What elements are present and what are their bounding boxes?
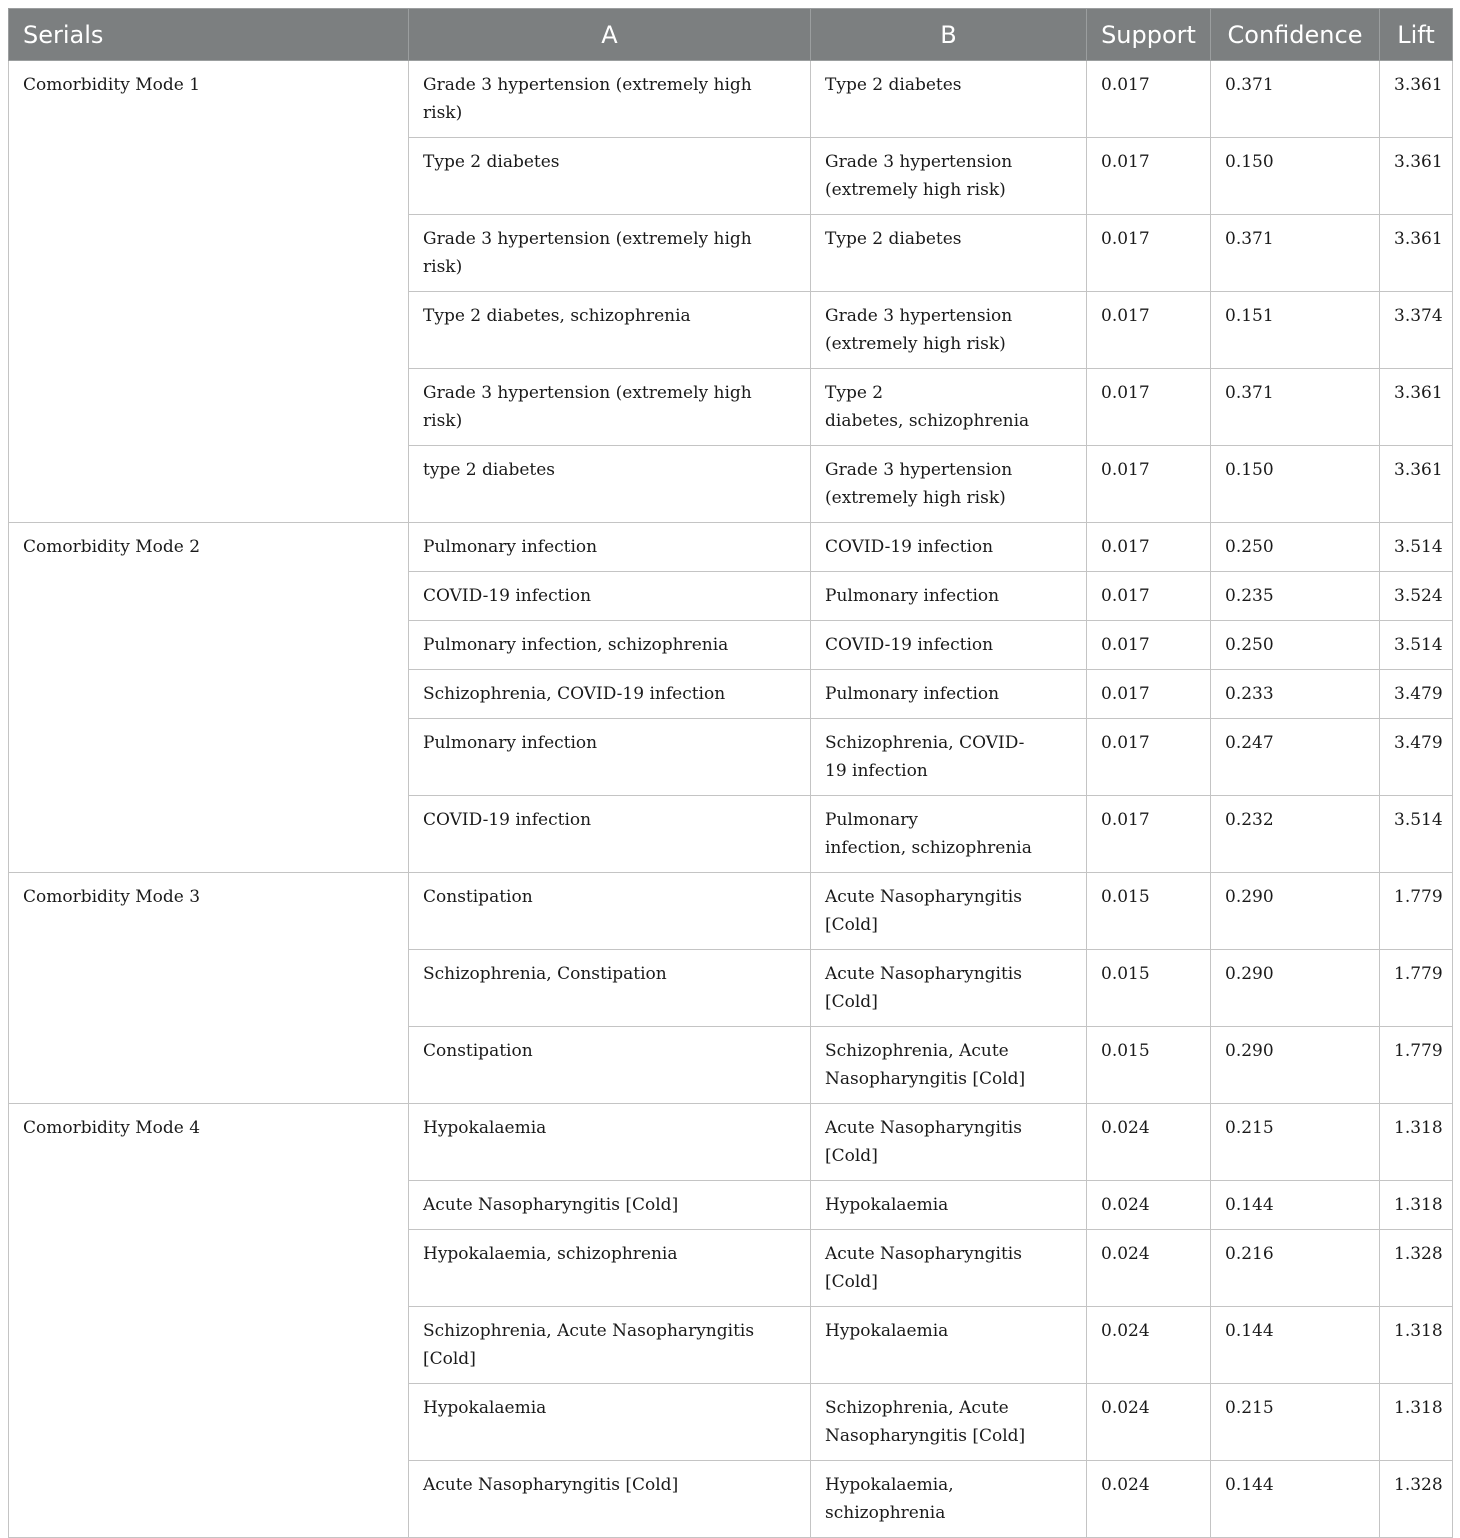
confidence-cell: 0.150 <box>1211 138 1380 215</box>
support-cell: 0.024 <box>1087 1104 1211 1181</box>
lift-cell: 3.514 <box>1380 523 1453 572</box>
lift-cell: 1.779 <box>1380 1027 1453 1104</box>
lift-cell: 3.514 <box>1380 621 1453 670</box>
support-cell: 0.024 <box>1087 1181 1211 1230</box>
lift-cell: 3.361 <box>1380 215 1453 292</box>
consequent-line-2: (extremely high risk) <box>825 334 1006 354</box>
confidence-cell: 0.232 <box>1211 796 1380 873</box>
confidence-cell: 0.235 <box>1211 572 1380 621</box>
confidence-cell: 0.144 <box>1211 1181 1380 1230</box>
consequent-line-1: Schizophrenia, Acute <box>825 1041 1009 1061</box>
lift-cell: 3.361 <box>1380 369 1453 446</box>
header-row <box>9 9 1453 61</box>
confidence-cell: 0.150 <box>1211 446 1380 523</box>
consequent-cell <box>811 1461 1087 1538</box>
lift-cell: 3.479 <box>1380 719 1453 796</box>
consequent-cell <box>811 1181 1087 1230</box>
serial-cell: Comorbidity Mode 2 <box>9 523 409 873</box>
antecedent-cell: Schizophrenia, Acute Nasopharyngitis [Cold] <box>409 1307 811 1384</box>
header-serials: Serials <box>9 9 409 61</box>
consequent-cell <box>811 1230 1087 1307</box>
antecedent-cell: Hypokalaemia, schizophrenia <box>409 1230 811 1307</box>
consequent-cell <box>811 215 1087 292</box>
consequent-line-1: Schizophrenia, Acute <box>825 1398 1009 1418</box>
antecedent-cell: Grade 3 hypertension (extremely high risk) <box>409 215 811 292</box>
serial-cell: Comorbidity Mode 4 <box>9 1104 409 1538</box>
support-cell: 0.017 <box>1087 670 1211 719</box>
consequent-cell <box>811 719 1087 796</box>
consequent-line-1: Type 2 <box>825 383 884 403</box>
confidence-cell: 0.250 <box>1211 621 1380 670</box>
antecedent-cell: Grade 3 hypertension (extremely high risk) <box>409 61 811 138</box>
consequent-cell <box>811 1027 1087 1104</box>
lift-cell: 1.318 <box>1380 1384 1453 1461</box>
support-cell: 0.017 <box>1087 61 1211 138</box>
consequent-cell <box>811 873 1087 950</box>
header-a: A <box>409 9 811 61</box>
support-cell: 0.017 <box>1087 446 1211 523</box>
consequent-line-2: 19 infection <box>825 761 928 781</box>
confidence-cell: 0.371 <box>1211 369 1380 446</box>
support-cell: 0.017 <box>1087 796 1211 873</box>
support-cell: 0.024 <box>1087 1307 1211 1384</box>
antecedent-cell: Schizophrenia, Constipation <box>409 950 811 1027</box>
antecedent-cell: Type 2 diabetes, schizophrenia <box>409 292 811 369</box>
lift-cell: 3.524 <box>1380 572 1453 621</box>
consequent-line-1: Grade 3 hypertension <box>825 460 1013 480</box>
confidence-cell: 0.247 <box>1211 719 1380 796</box>
serial-cell: Comorbidity Mode 3 <box>9 873 409 1104</box>
consequent-line-1: Type 2 diabetes <box>825 75 962 95</box>
consequent-cell <box>811 950 1087 1027</box>
consequent-line-1: Schizophrenia, COVID- <box>825 733 1025 753</box>
support-cell: 0.015 <box>1087 873 1211 950</box>
support-cell: 0.017 <box>1087 523 1211 572</box>
antecedent-cell: Acute Nasopharyngitis [Cold] <box>409 1181 811 1230</box>
header-b: B <box>811 9 1087 61</box>
antecedent-cell: Constipation <box>409 873 811 950</box>
antecedent-cell: Pulmonary infection <box>409 523 811 572</box>
header-lift: Lift <box>1380 9 1453 61</box>
lift-cell: 1.318 <box>1380 1307 1453 1384</box>
support-cell: 0.015 <box>1087 950 1211 1027</box>
table-header <box>9 9 1453 61</box>
table-row <box>9 61 1453 138</box>
antecedent-cell: COVID-19 infection <box>409 572 811 621</box>
confidence-cell: 0.151 <box>1211 292 1380 369</box>
table-row <box>9 523 1453 572</box>
consequent-line-1: COVID-19 infection <box>825 537 994 557</box>
antecedent-cell: Pulmonary infection <box>409 719 811 796</box>
lift-cell: 1.779 <box>1380 950 1453 1027</box>
consequent-line-2: Nasopharyngitis [Cold] <box>825 1069 1026 1089</box>
support-cell: 0.017 <box>1087 369 1211 446</box>
antecedent-cell: Hypokalaemia <box>409 1104 811 1181</box>
lift-cell: 3.361 <box>1380 138 1453 215</box>
consequent-line-1: Acute Nasopharyngitis [Cold] <box>825 964 1022 1012</box>
antecedent-cell: Constipation <box>409 1027 811 1104</box>
consequent-line-2: (extremely high risk) <box>825 488 1006 508</box>
consequent-cell <box>811 292 1087 369</box>
lift-cell: 1.779 <box>1380 873 1453 950</box>
confidence-cell: 0.290 <box>1211 873 1380 950</box>
consequent-line-1: Hypokalaemia, schizophrenia <box>825 1475 954 1523</box>
lift-cell: 1.328 <box>1380 1230 1453 1307</box>
consequent-cell <box>811 138 1087 215</box>
consequent-line-2: Nasopharyngitis [Cold] <box>825 1426 1026 1446</box>
support-cell: 0.017 <box>1087 138 1211 215</box>
lift-cell: 3.361 <box>1380 446 1453 523</box>
table-row <box>9 873 1453 950</box>
confidence-cell: 0.144 <box>1211 1307 1380 1384</box>
lift-cell: 1.318 <box>1380 1181 1453 1230</box>
consequent-cell <box>811 446 1087 523</box>
antecedent-cell: Acute Nasopharyngitis [Cold] <box>409 1461 811 1538</box>
consequent-cell <box>811 61 1087 138</box>
lift-cell: 3.361 <box>1380 61 1453 138</box>
confidence-cell: 0.233 <box>1211 670 1380 719</box>
confidence-cell: 0.250 <box>1211 523 1380 572</box>
consequent-cell <box>811 1307 1087 1384</box>
support-cell: 0.024 <box>1087 1230 1211 1307</box>
table-row <box>9 1104 1453 1181</box>
consequent-cell <box>811 369 1087 446</box>
lift-cell: 1.328 <box>1380 1461 1453 1538</box>
support-cell: 0.024 <box>1087 1461 1211 1538</box>
antecedent-cell: Grade 3 hypertension (extremely high risk) <box>409 369 811 446</box>
antecedent-cell: Hypokalaemia <box>409 1384 811 1461</box>
support-cell: 0.015 <box>1087 1027 1211 1104</box>
lift-cell: 3.374 <box>1380 292 1453 369</box>
lift-cell: 3.479 <box>1380 670 1453 719</box>
antecedent-cell: Pulmonary infection, schizophrenia <box>409 621 811 670</box>
consequent-cell <box>811 1104 1087 1181</box>
support-cell: 0.017 <box>1087 719 1211 796</box>
lift-cell: 3.514 <box>1380 796 1453 873</box>
serial-cell: Comorbidity Mode 1 <box>9 61 409 523</box>
consequent-line-1: COVID-19 infection <box>825 635 994 655</box>
consequent-cell <box>811 572 1087 621</box>
consequent-line-1: Pulmonary <box>825 810 918 830</box>
consequent-line-1: Pulmonary infection <box>825 586 1000 606</box>
confidence-cell: 0.371 <box>1211 61 1380 138</box>
header-confidence: Confidence <box>1211 9 1380 61</box>
confidence-cell: 0.144 <box>1211 1461 1380 1538</box>
confidence-cell: 0.290 <box>1211 950 1380 1027</box>
consequent-line-1: Acute Nasopharyngitis [Cold] <box>825 1244 1022 1292</box>
consequent-line-2: diabetes, schizophrenia <box>825 411 1030 431</box>
consequent-line-1: Acute Nasopharyngitis [Cold] <box>825 1118 1022 1166</box>
confidence-cell: 0.216 <box>1211 1230 1380 1307</box>
antecedent-cell: type 2 diabetes <box>409 446 811 523</box>
consequent-line-1: Hypokalaemia <box>825 1321 949 1341</box>
consequent-line-1: Acute Nasopharyngitis [Cold] <box>825 887 1022 935</box>
association-rules-table <box>8 8 1453 1538</box>
consequent-cell <box>811 621 1087 670</box>
support-cell: 0.017 <box>1087 292 1211 369</box>
confidence-cell: 0.215 <box>1211 1104 1380 1181</box>
confidence-cell: 0.215 <box>1211 1384 1380 1461</box>
antecedent-cell: COVID-19 infection <box>409 796 811 873</box>
consequent-line-1: Hypokalaemia <box>825 1195 949 1215</box>
confidence-cell: 0.290 <box>1211 1027 1380 1104</box>
table-body <box>9 61 1453 1538</box>
consequent-line-2: (extremely high risk) <box>825 180 1006 200</box>
support-cell: 0.017 <box>1087 621 1211 670</box>
support-cell: 0.017 <box>1087 215 1211 292</box>
consequent-cell <box>811 670 1087 719</box>
antecedent-cell: Schizophrenia, COVID-19 infection <box>409 670 811 719</box>
consequent-cell <box>811 523 1087 572</box>
consequent-line-1: Pulmonary infection <box>825 684 1000 704</box>
consequent-cell <box>811 796 1087 873</box>
consequent-line-1: Grade 3 hypertension <box>825 152 1013 172</box>
header-support: Support <box>1087 9 1211 61</box>
consequent-cell <box>811 1384 1087 1461</box>
consequent-line-2: infection, schizophrenia <box>825 838 1032 858</box>
consequent-line-1: Grade 3 hypertension <box>825 306 1013 326</box>
support-cell: 0.024 <box>1087 1384 1211 1461</box>
support-cell: 0.017 <box>1087 572 1211 621</box>
antecedent-cell: Type 2 diabetes <box>409 138 811 215</box>
confidence-cell: 0.371 <box>1211 215 1380 292</box>
consequent-line-1: Type 2 diabetes <box>825 229 962 249</box>
lift-cell: 1.318 <box>1380 1104 1453 1181</box>
